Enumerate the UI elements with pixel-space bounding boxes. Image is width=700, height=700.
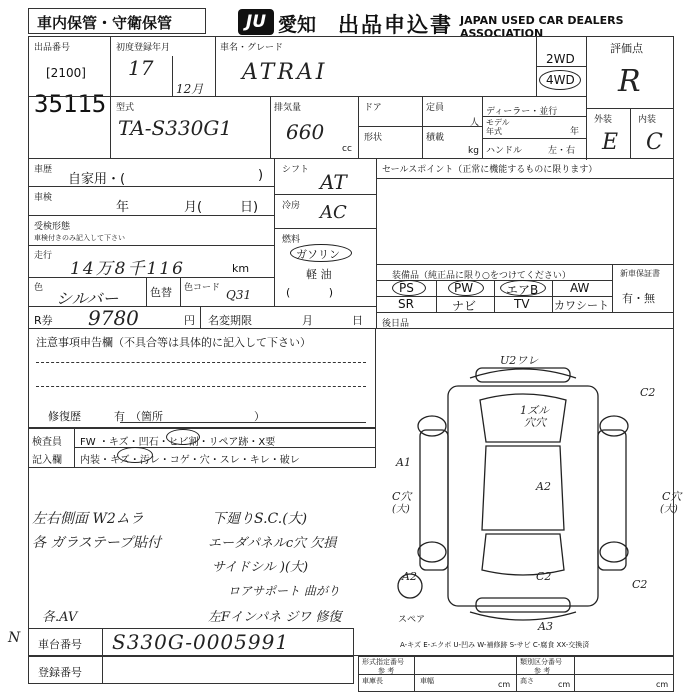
rear-bumper xyxy=(470,612,576,620)
divider xyxy=(482,96,483,158)
divider xyxy=(270,96,271,158)
mark-a3: A3 xyxy=(538,620,553,633)
right-side-panel xyxy=(598,430,626,570)
divider xyxy=(28,656,354,657)
load-label: 積載 xyxy=(426,133,445,143)
hand-note-1: 左右側面 W2ムラ xyxy=(32,511,144,527)
sales-points-label: セールスポイント（正常に機能するものに限ります） xyxy=(382,165,598,175)
divider xyxy=(200,306,201,328)
divider xyxy=(180,277,181,306)
mark-c2-rear-right: C2 xyxy=(632,578,648,591)
door-label: ドア xyxy=(364,103,382,113)
storage-title: 車内保管・守衛保管 xyxy=(37,14,173,32)
org-name: 愛知 xyxy=(278,14,317,36)
ref-label-2: 参 考 xyxy=(534,667,551,675)
color-code-label: 色コード xyxy=(184,283,221,293)
inspector-row2: 内装・キズ・汚レ・コゲ・穴・スレ・キレ・破レ xyxy=(80,455,300,466)
divider xyxy=(376,264,674,265)
divider xyxy=(358,126,482,127)
displacement-label: 排気量 xyxy=(274,103,302,113)
tax-unit: 円 xyxy=(184,314,195,327)
damage-legend: A-キズ E-エクボ U-凹み W-補修跡 S-サビ C-腐食 XX-交換済 xyxy=(400,641,590,649)
inspection-month: 月( xyxy=(184,200,203,215)
displacement-unit: cc xyxy=(342,144,352,154)
divider xyxy=(586,36,587,160)
year-unit: 年 xyxy=(570,127,580,137)
exterior-grade: E xyxy=(602,130,619,155)
inspector-row1: FW ・キズ・凹石・ヒビ割・リペア跡・X要 xyxy=(80,437,276,448)
equip-sr: SR xyxy=(398,297,414,311)
hand-note-7: 各.AV xyxy=(42,610,78,625)
mileage-label: 走行 xyxy=(34,251,53,261)
left-side-panel xyxy=(420,430,448,570)
car-body-outline xyxy=(448,386,598,606)
dealer-label: ディーラー・並行 xyxy=(486,107,558,117)
rating-label: 評価点 xyxy=(610,42,643,55)
divider xyxy=(274,228,376,229)
logo-text: JU xyxy=(245,12,267,32)
divider xyxy=(215,36,216,96)
divider xyxy=(358,674,674,675)
class-label: 類別区分番号 xyxy=(520,658,562,666)
model-name-label: 車名・グレード xyxy=(220,43,284,53)
warranty-label: 新車保証書 xyxy=(620,269,660,278)
height-label: 高さ xyxy=(520,677,534,685)
mark-c2-front: C2 xyxy=(640,386,656,399)
divider xyxy=(28,186,274,187)
drive-2wd: 2WD xyxy=(546,52,575,66)
cm-unit-1: cm xyxy=(498,680,511,689)
chassis-value: S330G-0005991 xyxy=(112,630,290,654)
hood-top xyxy=(476,368,570,382)
mileage-value: 14万8千116 xyxy=(70,259,185,279)
inspection-day: 日) xyxy=(240,200,259,215)
receipt-label: 受検形態 xyxy=(34,222,71,232)
color-label: 色 xyxy=(34,283,44,293)
receipt-note: 車検付きのみ記入して下さい xyxy=(34,234,125,242)
listing-no-label: 出品番号 xyxy=(34,43,71,53)
handle-options: 左・右 xyxy=(548,146,576,156)
tax-value: 9780 xyxy=(88,306,139,330)
model-name-value: ATRAI xyxy=(242,60,328,85)
exterior-label: 外装 xyxy=(594,115,613,125)
divider xyxy=(630,108,631,158)
rear-item-label: 後日品 xyxy=(382,319,410,329)
type-label: 型式 xyxy=(116,103,135,113)
shape-label: 形状 xyxy=(364,133,383,143)
notes-label: 注意事項申告欄（不具合等は具体的に記入して下さい） xyxy=(36,336,311,349)
mark-right-hole: C穴 xyxy=(662,490,682,503)
car-damage-diagram xyxy=(380,330,674,640)
wheel-front-left xyxy=(418,416,446,436)
length-label: 車庫長 xyxy=(362,677,383,685)
history-label: 車歴 xyxy=(34,165,53,175)
mileage-unit: km xyxy=(232,262,250,275)
hand-note-3: 下廻りS.C.(大) xyxy=(212,511,308,527)
mark-c2-rear: C2 xyxy=(536,570,552,583)
shift-value: AT xyxy=(320,170,347,194)
inspector-label: 検査員 xyxy=(32,437,62,448)
divider xyxy=(436,280,437,312)
first-reg-label: 初度登録年月 xyxy=(116,43,171,53)
capacity-unit: 人 xyxy=(470,118,480,128)
mark-a1: A1 xyxy=(396,456,411,469)
rule xyxy=(36,362,366,363)
divider xyxy=(28,158,674,159)
hand-note-2: 各 ガラステープ貼付 xyxy=(32,535,162,551)
spare-label: スペア xyxy=(398,615,426,625)
inspection-label: 車検 xyxy=(34,193,53,203)
fuel-label: 燃料 xyxy=(282,235,301,245)
divider xyxy=(274,158,275,306)
mark-right-large: (大) xyxy=(660,504,678,515)
drive-4wd: 4WD xyxy=(546,73,575,87)
color-code-value: Q31 xyxy=(226,288,252,302)
model-year-label: モデル 年式 xyxy=(486,118,510,136)
cm-unit-3: cm xyxy=(656,680,669,689)
repair-history-value: 有 xyxy=(114,410,125,423)
rear-window xyxy=(482,534,564,575)
first-reg-month: 12月 xyxy=(176,82,204,96)
displacement-value: 660 xyxy=(286,120,325,144)
name-change-label: 名変期限 xyxy=(208,314,252,327)
roof-panel xyxy=(482,446,564,530)
equip-airbag: エアB xyxy=(506,283,539,297)
divider xyxy=(28,245,274,246)
name-change-month: 月 xyxy=(302,314,313,327)
header-left-box xyxy=(28,8,206,34)
type-value: TA-S330G1 xyxy=(118,116,233,140)
listing-number: 35115 xyxy=(34,90,107,118)
hand-note-4: エーダパネルc穴 欠損 xyxy=(208,536,337,551)
wheel-rear-left xyxy=(418,542,446,562)
equip-ps: PS xyxy=(399,281,414,295)
load-unit: kg xyxy=(468,146,479,156)
divider xyxy=(376,312,674,313)
fuel-gas: ガソリン xyxy=(296,248,340,261)
repair-close: ） xyxy=(254,410,265,423)
divider xyxy=(482,138,586,139)
divider xyxy=(28,215,274,216)
repair-history-label: 修復歴 xyxy=(48,410,81,423)
divider xyxy=(422,96,423,158)
mark-a2-rear-left: A2 xyxy=(402,570,417,583)
fuel-diesel: 軽 油 xyxy=(306,268,332,281)
rule xyxy=(36,386,366,387)
equip-pw: PW xyxy=(454,281,474,295)
equipment-label: 装備品（純正品に限り○をつけてください） xyxy=(392,271,571,281)
warranty-options: 有・無 xyxy=(622,292,655,305)
wheel-rear-right xyxy=(600,542,628,562)
mark-hood-2: 穴穴 xyxy=(524,416,546,429)
form-label: 形式指定番号 xyxy=(362,658,404,666)
trunk-bottom xyxy=(476,598,570,612)
width-label: 車幅 xyxy=(420,677,434,685)
divider xyxy=(376,178,674,179)
equip-leather: カワシート xyxy=(554,299,609,312)
repair-paren: （箇所 xyxy=(130,410,163,423)
chassis-label: 車台番号 xyxy=(38,638,82,651)
dent-circle xyxy=(166,429,200,445)
divider xyxy=(28,96,110,97)
divider xyxy=(552,280,553,312)
hand-note-8: 左Fインパネ ジワ 修復 xyxy=(208,610,342,625)
mark-windshield: U2ワレ xyxy=(500,354,539,367)
mark-left-large: (大) xyxy=(392,504,410,515)
association-name: JAPAN USED CAR DEALERS ASSOCIATION xyxy=(460,14,624,40)
mark-hood-1: 1ズル xyxy=(520,404,549,417)
hand-note-6: ロアサポート 曲がり xyxy=(228,584,340,598)
handle-label: ハンドル xyxy=(486,146,523,156)
divider xyxy=(494,280,495,312)
ac-label: 冷房 xyxy=(282,201,301,211)
divider xyxy=(110,36,111,158)
tax-label: R券 xyxy=(34,314,53,327)
mark-left-hole: C穴 xyxy=(392,490,412,503)
interior-grade: C xyxy=(646,130,663,155)
mark-a2-roof: A2 xyxy=(536,480,551,493)
divider xyxy=(274,194,376,195)
rule xyxy=(120,422,366,423)
scratch-circle xyxy=(117,447,153,463)
color-change-label: 色替 xyxy=(150,286,172,299)
ju-logo xyxy=(238,9,274,35)
ref-label-1: 参 考 xyxy=(378,667,395,675)
cm-unit-2: cm xyxy=(558,680,571,689)
front-bumper xyxy=(470,369,576,378)
rating-value: R xyxy=(618,64,641,99)
equip-tv: TV xyxy=(514,297,530,311)
inspector-entry-label: 記入欄 xyxy=(32,455,62,466)
fuel-other: ( ) xyxy=(286,286,334,299)
first-reg-year: 17 xyxy=(128,56,154,80)
document-title: 出品申込書 xyxy=(338,13,453,37)
capacity-label: 定員 xyxy=(426,103,445,113)
history-value: 自家用・( xyxy=(68,172,126,187)
divider xyxy=(146,277,147,306)
divider xyxy=(612,264,613,312)
wheel-front-right xyxy=(600,416,628,436)
divider xyxy=(74,428,75,468)
divider xyxy=(358,96,359,158)
history-close: ) xyxy=(258,168,264,183)
color-value: シルバー xyxy=(56,289,119,308)
divider xyxy=(536,66,586,67)
listing-code: [2100] xyxy=(46,66,86,80)
divider xyxy=(376,158,377,328)
name-change-day: 日 xyxy=(352,314,363,327)
ac-value: AC xyxy=(320,202,347,223)
equip-navi: ナビ xyxy=(452,299,477,313)
reg-label: 登録番号 xyxy=(38,666,82,679)
hand-note-5: サイドシル )(大) xyxy=(212,560,309,575)
interior-label: 内装 xyxy=(638,115,657,125)
inspection-year: 年 xyxy=(116,200,130,215)
mark-n: N xyxy=(8,630,21,646)
shift-label: シフト xyxy=(282,165,310,175)
equip-aw: AW xyxy=(570,281,590,295)
